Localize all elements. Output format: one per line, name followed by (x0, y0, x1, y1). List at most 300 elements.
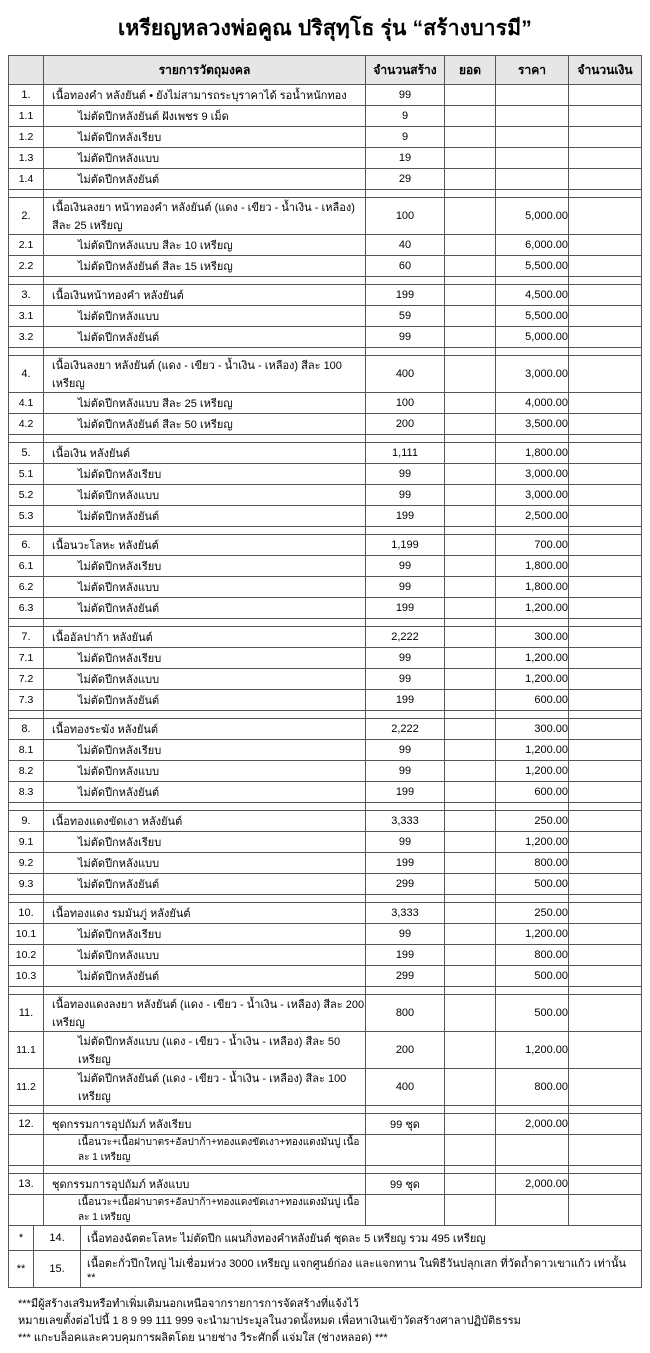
row-index: 12. (9, 1114, 44, 1135)
row-price (496, 127, 569, 148)
row-index: 10.3 (9, 966, 44, 987)
spacer-cell (366, 527, 445, 535)
spacer-cell (496, 527, 569, 535)
row-price: 500.00 (496, 995, 569, 1032)
row-yod (445, 1195, 496, 1226)
table-row (9, 924, 642, 945)
row-index: 2.2 (9, 256, 44, 277)
note-row (9, 1251, 642, 1288)
row-yod (445, 577, 496, 598)
spacer-cell (366, 619, 445, 627)
row-quantity: 99 (366, 577, 445, 598)
row-quantity: 400 (366, 356, 445, 393)
col-index (9, 56, 44, 85)
row-price: 1,200.00 (496, 832, 569, 853)
row-description: ไม่ตัดปีกหลังเรียบ (44, 556, 366, 577)
row-description: ไม่ตัดปีกหลังแบบ (44, 148, 366, 169)
row-spacer (9, 348, 642, 356)
notes-body (9, 1226, 642, 1288)
row-index (9, 1195, 44, 1226)
table-row (9, 1069, 642, 1106)
row-index: 1.1 (9, 106, 44, 127)
row-index: 6.1 (9, 556, 44, 577)
spacer-cell (569, 277, 642, 285)
row-description: ไม่ตัดปีกหลังยันต์ ฝังเพชร 9 เม็ด (44, 106, 366, 127)
row-quantity: 299 (366, 874, 445, 895)
spacer-cell (44, 1106, 366, 1114)
row-index: 5.1 (9, 464, 44, 485)
row-quantity: 19 (366, 148, 445, 169)
spacer-cell (44, 527, 366, 535)
row-quantity: 2,222 (366, 719, 445, 740)
spacer-cell (445, 348, 496, 356)
footer-line-3: *** แกะบล็อคและควบคุมการผลิตโดย นายช่าง วีระศักดิ์ แจ่มใส (ช่างหลอด) *** (18, 1332, 388, 1345)
row-price (496, 148, 569, 169)
note-index: 15. (34, 1251, 81, 1288)
row-quantity: 199 (366, 853, 445, 874)
row-index: 10. (9, 903, 44, 924)
table-row (9, 995, 642, 1032)
spacer-cell (9, 1106, 44, 1114)
spacer-cell (366, 1106, 445, 1114)
row-description: ไม่ตัดปีกหลังแบบ (44, 761, 366, 782)
row-price (496, 1135, 569, 1166)
row-yod (445, 832, 496, 853)
row-yod (445, 1114, 496, 1135)
note-index: 14. (34, 1226, 81, 1251)
col-description: รายการวัตถุมงคล (44, 56, 366, 85)
table-row (9, 1032, 642, 1069)
row-price: 1,800.00 (496, 577, 569, 598)
row-yod (445, 169, 496, 190)
row-spacer (9, 435, 642, 443)
table-row (9, 598, 642, 619)
row-quantity: 3,333 (366, 811, 445, 832)
row-quantity (366, 1135, 445, 1166)
row-price (496, 106, 569, 127)
note-row (9, 1226, 642, 1251)
spacer-cell (366, 987, 445, 995)
row-yod (445, 556, 496, 577)
row-price: 250.00 (496, 903, 569, 924)
row-total (569, 811, 642, 832)
col-yod: ยอด (445, 56, 496, 85)
spacer-cell (445, 895, 496, 903)
row-description: ไม่ตัดปีกหลังแบบ (แดง - เขียว - น้ำเงิน - เหลือง) สีละ 50 เหรียญ (44, 1032, 366, 1069)
spacer-cell (496, 277, 569, 285)
spacer-cell (496, 895, 569, 903)
row-price: 500.00 (496, 966, 569, 987)
row-description: เนื้อนวะโลหะ หลังยันต์ (44, 535, 366, 556)
row-description: เนื้ออัลปาก้า หลังยันต์ (44, 627, 366, 648)
row-price: 1,200.00 (496, 740, 569, 761)
note-star: ** (9, 1251, 34, 1288)
spacer-cell (445, 711, 496, 719)
spacer-cell (569, 987, 642, 995)
row-quantity: 9 (366, 106, 445, 127)
row-total (569, 169, 642, 190)
spacer-cell (445, 527, 496, 535)
row-index: 8.2 (9, 761, 44, 782)
row-yod (445, 356, 496, 393)
row-total (569, 1032, 642, 1069)
amulet-price-table (8, 55, 642, 1226)
row-description: เนื้อทองระฆัง หลังยันต์ (44, 719, 366, 740)
row-index: 11. (9, 995, 44, 1032)
row-index: 10.1 (9, 924, 44, 945)
row-price: 700.00 (496, 535, 569, 556)
spacer-cell (496, 619, 569, 627)
row-total (569, 690, 642, 711)
row-description: ไม่ตัดปีกหลังเรียบ (44, 464, 366, 485)
row-index: 2. (9, 198, 44, 235)
spacer-cell (496, 348, 569, 356)
row-quantity: 400 (366, 1069, 445, 1106)
row-total (569, 719, 642, 740)
spacer-cell (9, 987, 44, 995)
row-description: ไม่ตัดปีกหลังยันต์ (44, 506, 366, 527)
row-total (569, 235, 642, 256)
row-index: 9.1 (9, 832, 44, 853)
row-index: 3. (9, 285, 44, 306)
row-description: เนื้อเงินหน้าทองคำ หลังยันต์ (44, 285, 366, 306)
row-price: 3,000.00 (496, 485, 569, 506)
row-index: 5.2 (9, 485, 44, 506)
spacer-cell (44, 1166, 366, 1174)
row-price: 3,000.00 (496, 464, 569, 485)
row-spacer (9, 987, 642, 995)
row-price: 1,200.00 (496, 761, 569, 782)
spacer-cell (569, 435, 642, 443)
row-yod (445, 198, 496, 235)
row-index: 2.1 (9, 235, 44, 256)
row-yod (445, 506, 496, 527)
row-yod (445, 393, 496, 414)
table-row (9, 945, 642, 966)
row-description: ไม่ตัดปีกหลังแบบ (44, 853, 366, 874)
row-quantity: 99 (366, 832, 445, 853)
row-price (496, 169, 569, 190)
note-star: * (9, 1226, 34, 1251)
table-row (9, 306, 642, 327)
row-quantity: 800 (366, 995, 445, 1032)
row-yod (445, 1069, 496, 1106)
spacer-cell (9, 348, 44, 356)
row-yod (445, 719, 496, 740)
row-description: เนื้อทองแดงขัดเงา หลังยันต์ (44, 811, 366, 832)
spacer-cell (44, 435, 366, 443)
spacer-cell (445, 803, 496, 811)
row-quantity: 100 (366, 198, 445, 235)
row-index: 11.1 (9, 1032, 44, 1069)
spacer-cell (9, 1166, 44, 1174)
spacer-cell (496, 190, 569, 198)
row-yod (445, 690, 496, 711)
row-yod (445, 464, 496, 485)
row-quantity: 200 (366, 414, 445, 435)
row-yod (445, 924, 496, 945)
row-price: 5,500.00 (496, 306, 569, 327)
row-index: 9.3 (9, 874, 44, 895)
row-total (569, 577, 642, 598)
row-total (569, 1174, 642, 1195)
row-yod (445, 995, 496, 1032)
spacer-cell (569, 527, 642, 535)
row-spacer (9, 619, 642, 627)
row-total (569, 740, 642, 761)
spacer-cell (496, 1166, 569, 1174)
spacer-cell (366, 895, 445, 903)
row-total (569, 648, 642, 669)
row-spacer (9, 803, 642, 811)
row-total (569, 556, 642, 577)
table-row (9, 485, 642, 506)
spacer-cell (44, 348, 366, 356)
row-yod (445, 1032, 496, 1069)
table-row (9, 690, 642, 711)
row-description: เนื้อนวะ+เนื้อฝาบาตร+อัลปาก้า+ทองแดงขัดเงา+ทองแดงมันปู เนื้อละ 1 เหรียญ (44, 1195, 366, 1226)
row-total (569, 327, 642, 348)
row-quantity: 29 (366, 169, 445, 190)
row-total (569, 535, 642, 556)
row-description: ชุดกรรมการอุปถัมภ์ หลังแบบ (44, 1174, 366, 1195)
row-total (569, 1114, 642, 1135)
row-total (569, 966, 642, 987)
row-quantity: 99 (366, 327, 445, 348)
row-price (496, 1195, 569, 1226)
row-quantity: 99 (366, 85, 445, 106)
row-price: 1,800.00 (496, 556, 569, 577)
footer-line-1: ***มีผู้สร้างเสริมหรือทำเพิ่มเติมนอกเหนือจากรายการการจัดสร้างที่แจ้งไว้ (18, 1298, 359, 1310)
row-spacer (9, 277, 642, 285)
row-description: ไม่ตัดปีกหลังเรียบ (44, 832, 366, 853)
table-row (9, 106, 642, 127)
row-spacer (9, 527, 642, 535)
row-index: 5.3 (9, 506, 44, 527)
table-row (9, 169, 642, 190)
row-quantity: 2,222 (366, 627, 445, 648)
table-row (9, 235, 642, 256)
row-price (496, 85, 569, 106)
row-price: 1,800.00 (496, 443, 569, 464)
spacer-cell (9, 190, 44, 198)
row-total (569, 148, 642, 169)
table-row (9, 506, 642, 527)
table-row (9, 832, 642, 853)
row-yod (445, 256, 496, 277)
row-spacer (9, 1106, 642, 1114)
row-index: 3.1 (9, 306, 44, 327)
row-description: เนื้อเงินลงยา หน้าทองคำ หลังยันต์ (แดง - เขียว - น้ำเงิน - เหลือง) สีละ 25 เหรียญ (44, 198, 366, 235)
row-index: 8. (9, 719, 44, 740)
row-total (569, 669, 642, 690)
table-row (9, 627, 642, 648)
row-quantity: 99 ชุด (366, 1114, 445, 1135)
row-index: 6. (9, 535, 44, 556)
row-index: 9. (9, 811, 44, 832)
row-yod (445, 443, 496, 464)
row-total (569, 1195, 642, 1226)
row-total (569, 443, 642, 464)
row-total (569, 903, 642, 924)
row-total (569, 832, 642, 853)
spacer-cell (445, 987, 496, 995)
row-index: 6.2 (9, 577, 44, 598)
row-index: 11.2 (9, 1069, 44, 1106)
row-quantity: 199 (366, 285, 445, 306)
row-description: ไม่ตัดปีกหลังยันต์ (44, 782, 366, 803)
spacer-cell (496, 987, 569, 995)
row-price: 1,200.00 (496, 1032, 569, 1069)
row-yod (445, 874, 496, 895)
row-total (569, 761, 642, 782)
row-quantity: 99 (366, 556, 445, 577)
row-price: 5,500.00 (496, 256, 569, 277)
footer-notes (8, 1288, 642, 1347)
table-body (9, 85, 642, 1226)
row-price: 2,500.00 (496, 506, 569, 527)
row-index: 1.3 (9, 148, 44, 169)
row-description: ไม่ตัดปีกหลังแบบ สีละ 10 เหรียญ (44, 235, 366, 256)
row-description: เนื้อเงินลงยา หลังยันต์ (แดง - เขียว - น้ำเงิน - เหลือง) สีละ 100 เหรียญ (44, 356, 366, 393)
row-yod (445, 285, 496, 306)
row-yod (445, 669, 496, 690)
col-price: ราคา (496, 56, 569, 85)
row-price: 600.00 (496, 782, 569, 803)
row-total (569, 874, 642, 895)
row-index: 1.4 (9, 169, 44, 190)
spacer-cell (569, 1166, 642, 1174)
spacer-cell (569, 190, 642, 198)
row-yod (445, 327, 496, 348)
page-title: เหรียญหลวงพ่อคูณ ปริสุทฺโธ รุ่น “สร้างบารมี” (118, 17, 532, 40)
row-spacer (9, 711, 642, 719)
row-index: 7.2 (9, 669, 44, 690)
row-total (569, 85, 642, 106)
row-quantity: 60 (366, 256, 445, 277)
row-quantity: 99 (366, 648, 445, 669)
row-quantity: 199 (366, 782, 445, 803)
table-row (9, 782, 642, 803)
row-description: ไม่ตัดปีกหลังแบบ สีละ 25 เหรียญ (44, 393, 366, 414)
row-total (569, 414, 642, 435)
row-total (569, 782, 642, 803)
spacer-cell (569, 803, 642, 811)
table-row (9, 393, 642, 414)
row-total (569, 256, 642, 277)
spacer-cell (445, 190, 496, 198)
row-quantity: 299 (366, 966, 445, 987)
row-index: 1. (9, 85, 44, 106)
row-price: 800.00 (496, 945, 569, 966)
row-price: 2,000.00 (496, 1114, 569, 1135)
table-row (9, 1114, 642, 1135)
row-description: ไม่ตัดปีกหลังแบบ (44, 577, 366, 598)
row-yod (445, 761, 496, 782)
row-yod (445, 945, 496, 966)
row-index: 1.2 (9, 127, 44, 148)
row-total (569, 598, 642, 619)
table-row (9, 740, 642, 761)
row-yod (445, 485, 496, 506)
table-row (9, 327, 642, 348)
spacer-cell (445, 619, 496, 627)
row-spacer (9, 190, 642, 198)
row-quantity: 99 ชุด (366, 1174, 445, 1195)
row-quantity: 9 (366, 127, 445, 148)
row-description: เนื้อทองคำ หลังยันต์ • ยังไม่สามารถระบุราคาได้ รอน้ำหนักทอง (44, 85, 366, 106)
row-total (569, 127, 642, 148)
row-spacer (9, 1166, 642, 1174)
spacer-cell (44, 619, 366, 627)
row-quantity: 99 (366, 740, 445, 761)
row-description: เนื้อเงิน หลังยันต์ (44, 443, 366, 464)
table-row (9, 719, 642, 740)
row-price: 1,200.00 (496, 598, 569, 619)
spacer-cell (9, 277, 44, 285)
row-quantity: 100 (366, 393, 445, 414)
row-index: 8.1 (9, 740, 44, 761)
row-quantity: 99 (366, 669, 445, 690)
spacer-cell (44, 895, 366, 903)
row-index: 7.1 (9, 648, 44, 669)
table-row (9, 85, 642, 106)
row-description: เนื้อทองแดงลงยา หลังยันต์ (แดง - เขียว - น้ำเงิน - เหลือง) สีละ 200 เหรียญ (44, 995, 366, 1032)
table-row (9, 648, 642, 669)
spacer-cell (366, 1166, 445, 1174)
table-row (9, 356, 642, 393)
row-price: 800.00 (496, 853, 569, 874)
row-price: 4,500.00 (496, 285, 569, 306)
row-description: ไม่ตัดปีกหลังยันต์ (แดง - เขียว - น้ำเงิน - เหลือง) สีละ 100 เหรียญ (44, 1069, 366, 1106)
row-quantity: 199 (366, 690, 445, 711)
table-row (9, 464, 642, 485)
table-row (9, 256, 642, 277)
table-row (9, 414, 642, 435)
row-price: 600.00 (496, 690, 569, 711)
spacer-cell (9, 803, 44, 811)
spacer-cell (445, 1166, 496, 1174)
table-row (9, 669, 642, 690)
table-row (9, 811, 642, 832)
note-text: เนื้อทองฉัตตะโลหะ ไม่ตัดปีก แผนกิ่งทองคำหลังยันต์ ชุดละ 5 เหรียญ รวม 495 เหรียญ (81, 1226, 642, 1251)
spacer-cell (366, 348, 445, 356)
row-description: ไม่ตัดปีกหลังเรียบ (44, 924, 366, 945)
row-yod (445, 811, 496, 832)
table-row (9, 903, 642, 924)
row-price: 1,200.00 (496, 648, 569, 669)
row-price: 1,200.00 (496, 669, 569, 690)
row-description: ไม่ตัดปีกหลังยันต์ (44, 169, 366, 190)
row-price: 1,200.00 (496, 924, 569, 945)
row-description: ไม่ตัดปีกหลังยันต์ (44, 690, 366, 711)
spacer-cell (445, 435, 496, 443)
row-spacer (9, 895, 642, 903)
row-index: 7. (9, 627, 44, 648)
row-index: 8.3 (9, 782, 44, 803)
row-total (569, 1135, 642, 1166)
row-yod (445, 306, 496, 327)
row-quantity (366, 1195, 445, 1226)
row-description: ไม่ตัดปีกหลังยันต์ (44, 966, 366, 987)
table-row (9, 535, 642, 556)
row-quantity: 3,333 (366, 903, 445, 924)
spacer-cell (9, 527, 44, 535)
spacer-cell (445, 277, 496, 285)
row-price: 3,500.00 (496, 414, 569, 435)
row-total (569, 464, 642, 485)
row-description: ไม่ตัดปีกหลังเรียบ (44, 740, 366, 761)
